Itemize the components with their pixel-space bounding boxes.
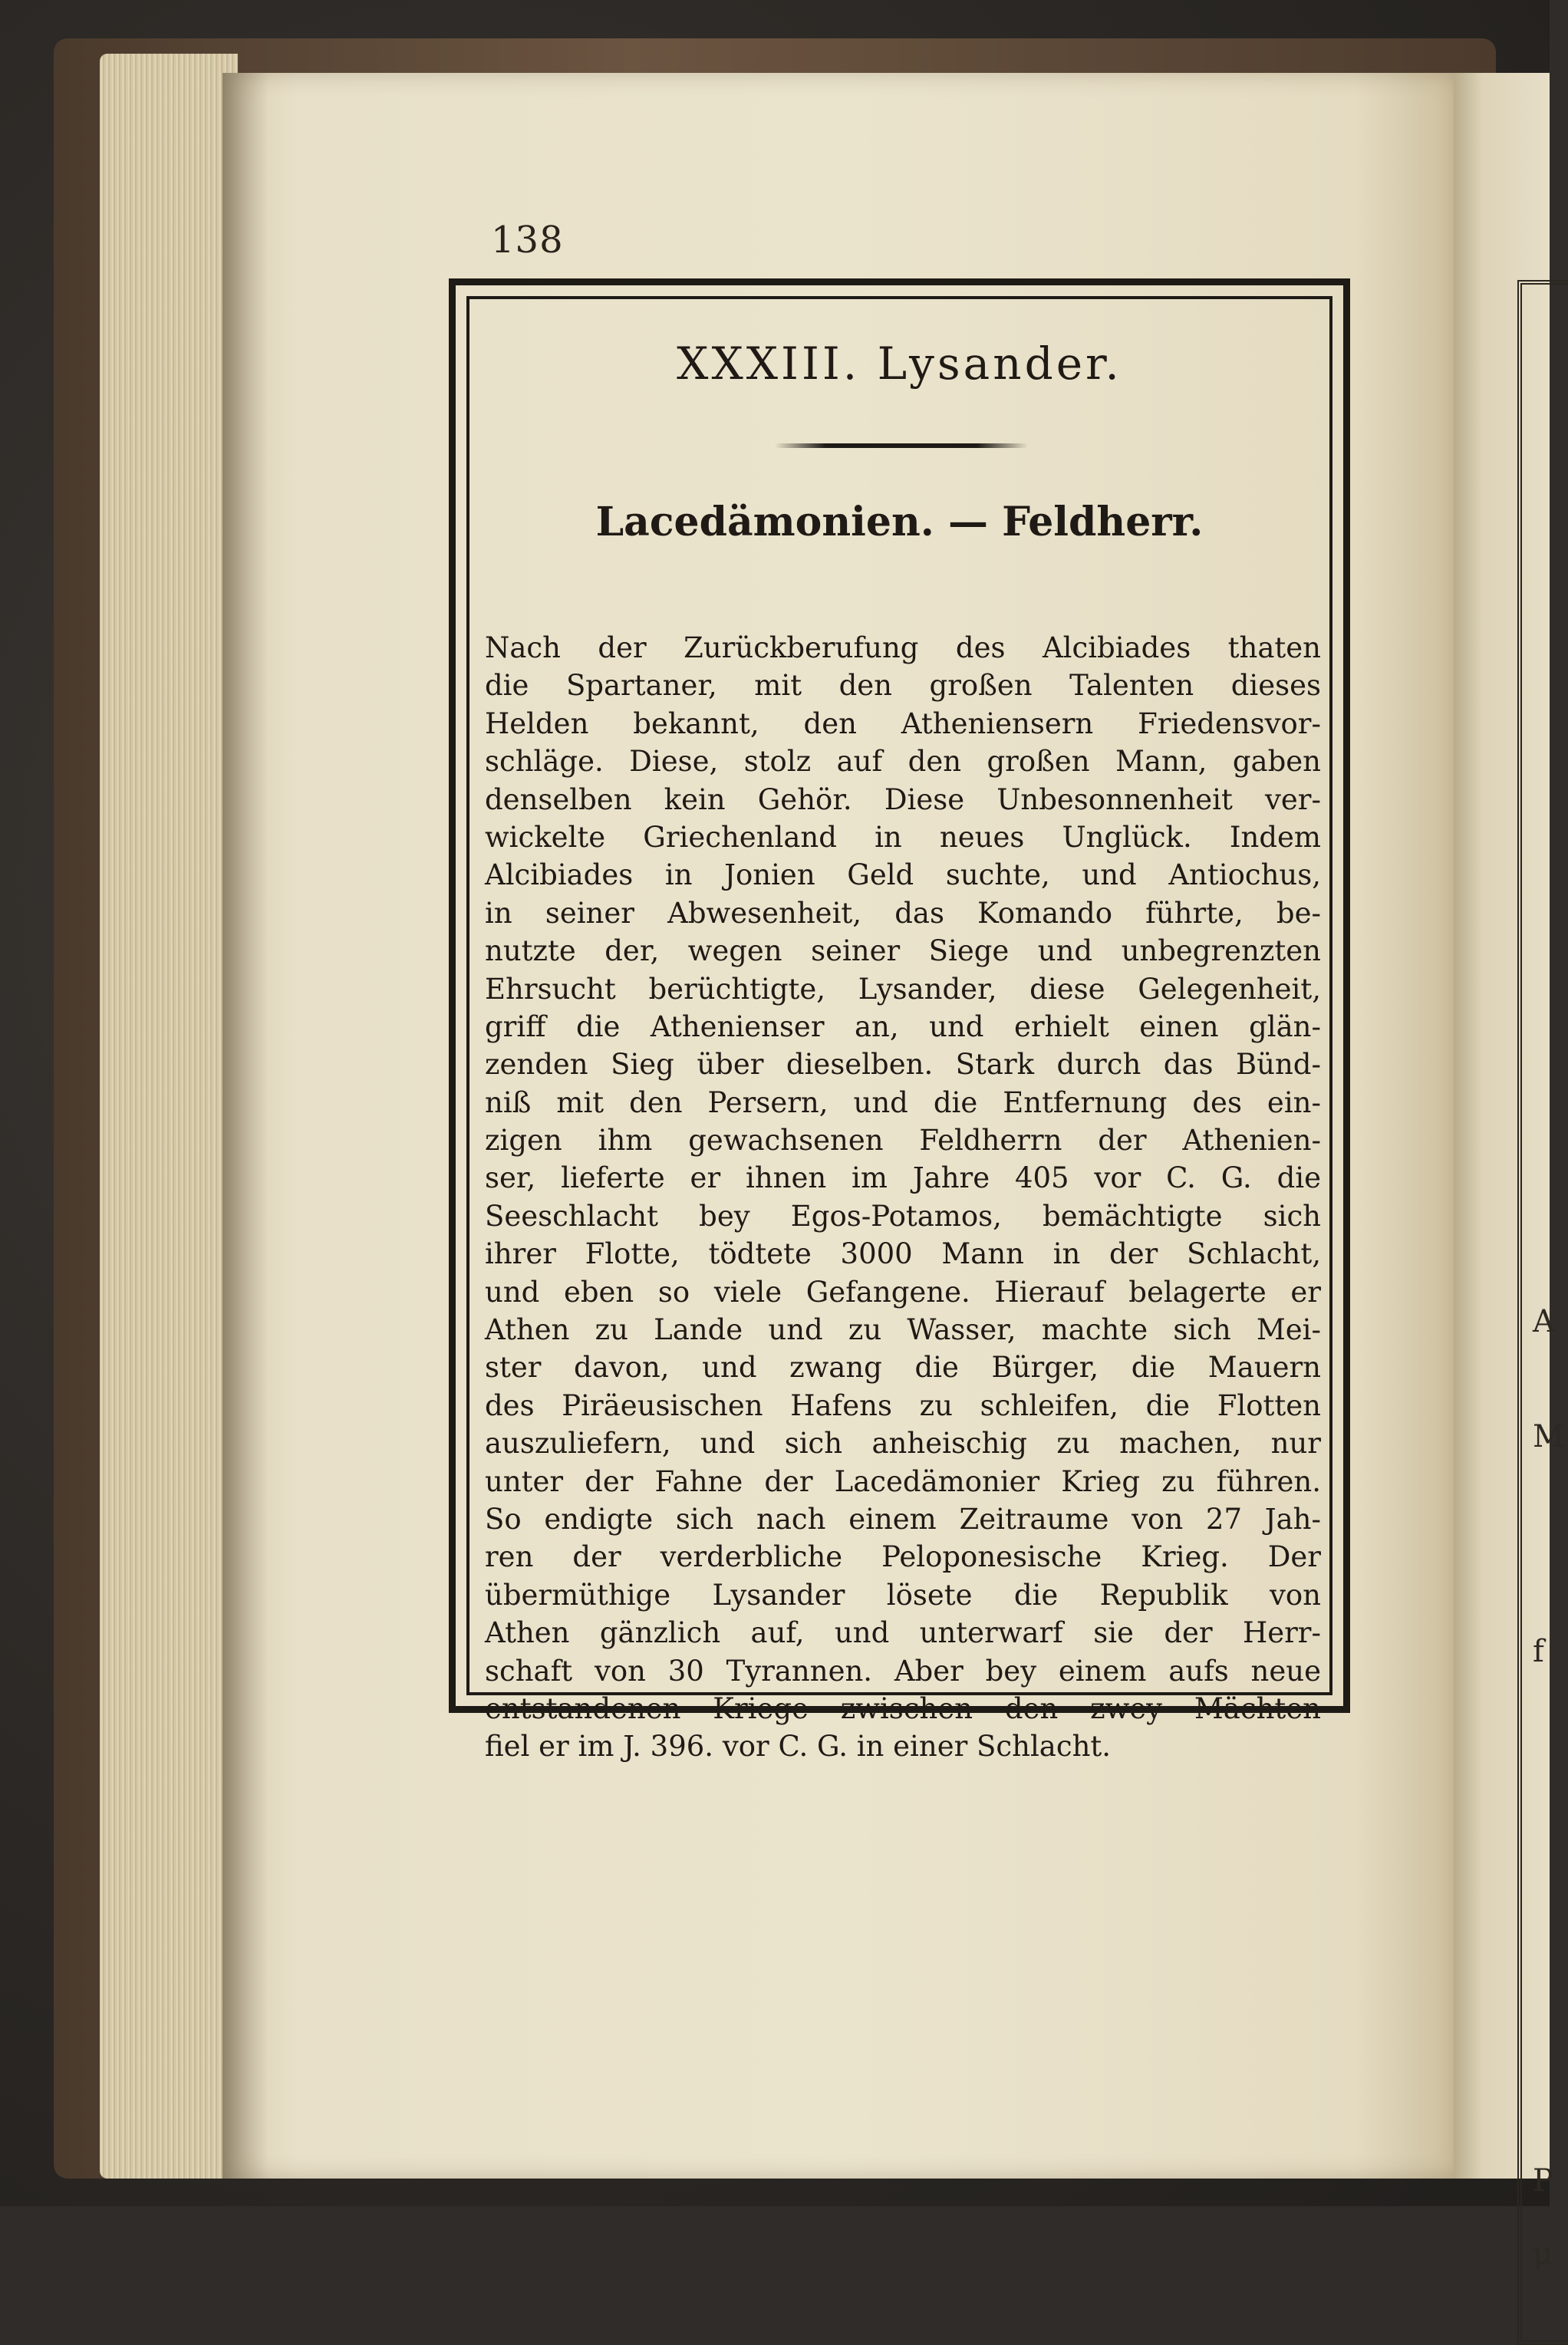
text-line: übermüthige Lysander lösete die Republik von bbox=[485, 1578, 1321, 1612]
text-line: Ehrsucht berüchtigte, Lysander, diese Gelegenheit, bbox=[485, 972, 1321, 1006]
text-line: Athen gänzlich auf, und unterwarf sie der Herr- bbox=[485, 1616, 1321, 1650]
text-line: zenden Sieg über dieselben. Stark durch das Bünd- bbox=[485, 1048, 1321, 1082]
text-line: und eben so viele Gefangene. Hierauf belagerte er bbox=[485, 1275, 1321, 1309]
page-edges bbox=[100, 54, 238, 2179]
text-line: griff die Athenienser an, und erhielt einen glän- bbox=[485, 1009, 1321, 1043]
text-line: in seiner Abwesenheit, das Komando führte, be- bbox=[485, 896, 1321, 930]
text-line: ser, lieferte er ihnen im Jahre 405 vor C. G. die bbox=[485, 1161, 1321, 1195]
text-line: Athen zu Lande und zu Wasser, machte sich Mei- bbox=[485, 1313, 1321, 1347]
body-text bbox=[485, 629, 1321, 1766]
text-line: schaft von 30 Tyrannen. Aber bey einem aufs neue bbox=[485, 1654, 1321, 1688]
text-line: unter der Fahne der Lacedämonier Krieg zu führen. bbox=[485, 1464, 1321, 1498]
ornamental-rule bbox=[775, 443, 1028, 448]
facing-page-glyph: A bbox=[1533, 1304, 1555, 1339]
text-line: wickelte Griechenland in neues Unglück. Indem bbox=[485, 820, 1321, 854]
text-line: Helden bekannt, den Atheniensern Friedensvor- bbox=[485, 706, 1321, 740]
text-line: zigen ihm gewachsenen Feldherrn der Athenien- bbox=[485, 1124, 1321, 1158]
text-line: nutzte der, wegen seiner Siege und unbegrenzten bbox=[485, 934, 1321, 968]
facing-page-glyph: P bbox=[1533, 2163, 1553, 2198]
chapter-heading: XXXIII. Lysander. bbox=[677, 338, 1122, 390]
text-line: ster davon, und zwang die Bürger, die Mauern bbox=[485, 1351, 1321, 1385]
text-line: schläge. Diese, stolz auf den großen Mann, gaben bbox=[485, 745, 1321, 779]
facing-page-glyph: M bbox=[1533, 1419, 1564, 1454]
text-line: Seeschlacht bey Egos-Potamos, bemächtigte sich bbox=[485, 1199, 1321, 1233]
text-line: Nach der Zurückberufung des Alcibiades thaten bbox=[485, 631, 1321, 664]
text-line: ren der verderbliche Peloponesische Krieg. Der bbox=[485, 1540, 1321, 1574]
text-line: des Piräeusischen Hafens zu schleifen, die Flotten bbox=[485, 1388, 1321, 1422]
text-line: fiel er im J. 396. vor C. G. in einer Schlacht. bbox=[485, 1730, 1112, 1764]
facing-page-glyph: f bbox=[1533, 1634, 1544, 1669]
text-line: entstandenen Kriege zwischen den zwey Mächten bbox=[485, 1691, 1321, 1725]
page-number: 138 bbox=[491, 219, 564, 262]
spine-shadow bbox=[222, 73, 268, 2179]
text-line: niß mit den Persern, und die Entfernung des ein- bbox=[485, 1085, 1321, 1119]
facing-page-glyph: μ bbox=[1533, 2236, 1553, 2271]
text-line: Alcibiades in Jonien Geld suchte, und Antiochus, bbox=[485, 858, 1321, 892]
text-line: denselben kein Gehör. Diese Unbesonnenheit ver- bbox=[485, 782, 1321, 816]
text-line: die Spartaner, mit den großen Talenten dieses bbox=[485, 669, 1321, 703]
text-line: ihrer Flotte, tödtete 3000 Mann in der Schlacht, bbox=[485, 1237, 1321, 1271]
text-line: So endigte sich nach einem Zeitraume von 27 Jah- bbox=[485, 1502, 1321, 1536]
text-line: auszuliefern, und sich anheischig zu machen, nur bbox=[485, 1427, 1321, 1461]
chapter-subheading: Lacedämonien. — Feldherr. bbox=[595, 499, 1204, 545]
